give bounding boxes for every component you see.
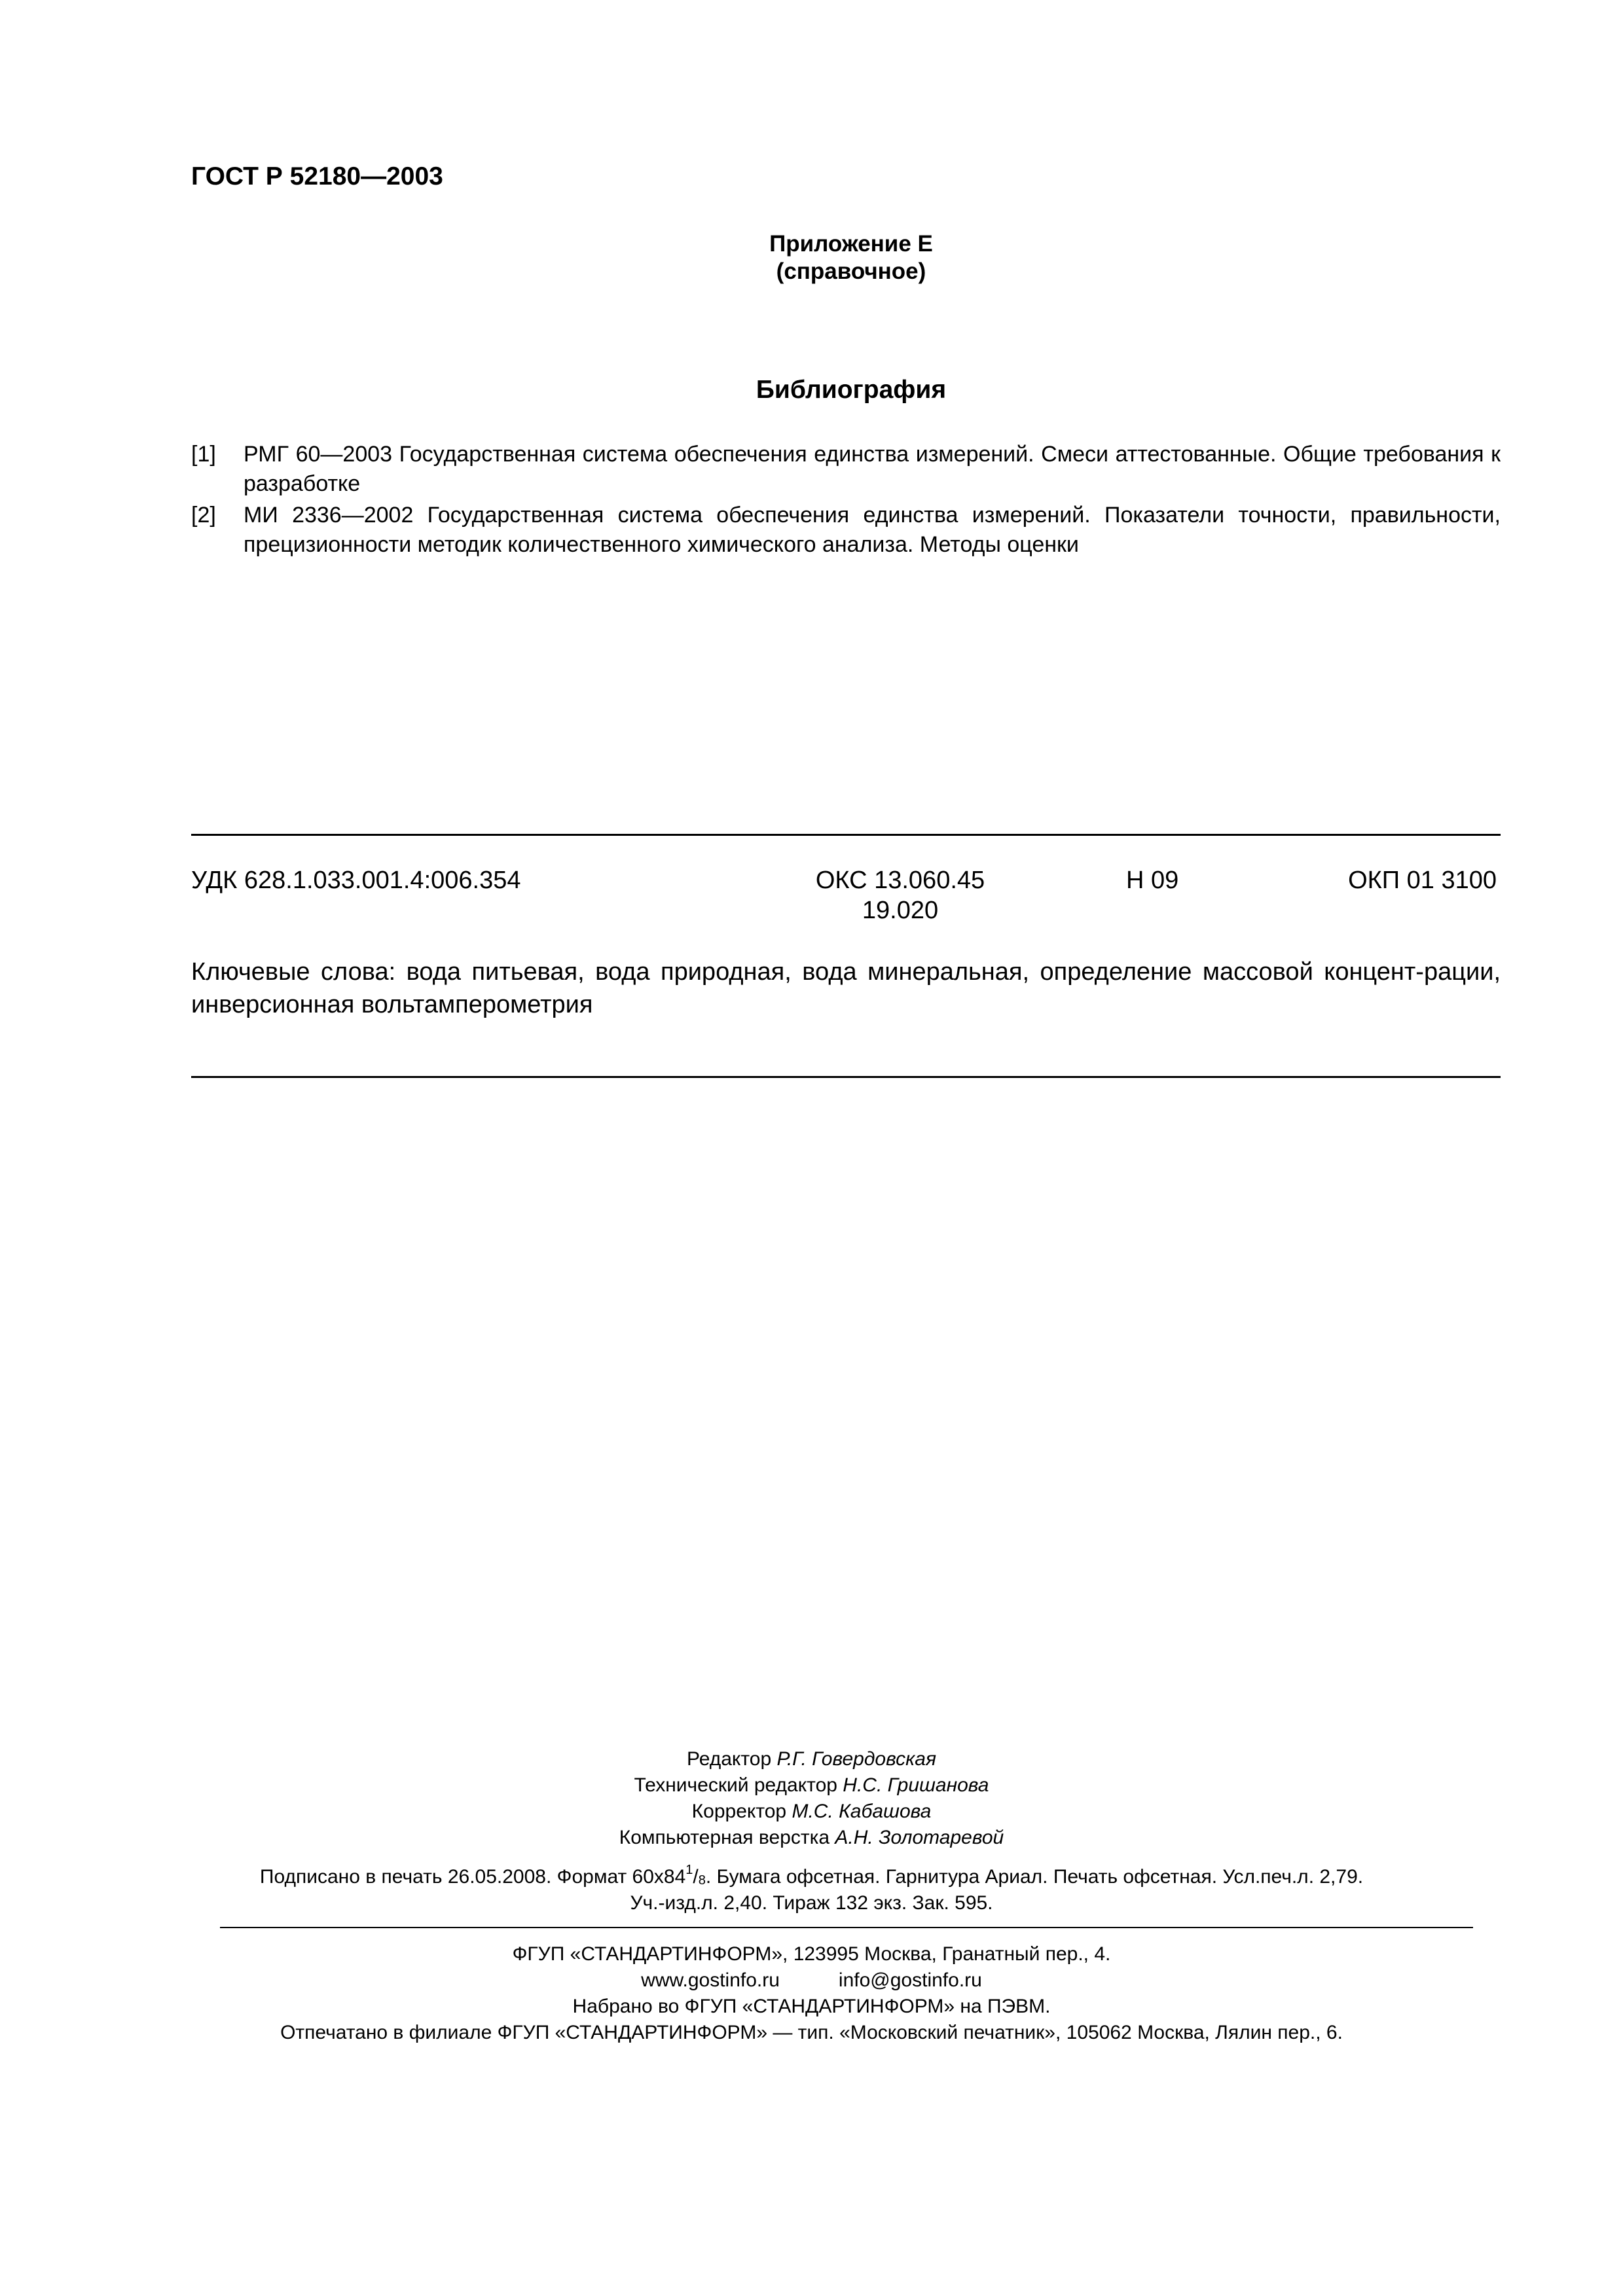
tech-editor-name: Н.С. Гришанова [843,1774,989,1796]
print-details-line2: Уч.-изд.л. 2,40. Тираж 132 экз. Зак. 595. [630,1892,993,1914]
bibliography-item-text: РМГ 60—2003 Государственная система обеспечения единства измерений. Смеси аттестованные. Общие требования к разработке [244,442,1501,496]
editor-name: Р.Г. Говердовская [776,1748,936,1770]
typeset-line: Набрано во ФГУП «СТАНДАРТИНФОРМ» на ПЭВМ. [572,1996,1051,2017]
divider-bottom [191,1076,1501,1078]
divider-top [191,834,1501,836]
corrector-line [0,1799,1623,1825]
oks-code-line2: 19.020 [862,897,939,924]
keywords: Ключевые слова: вода питьевая, вода природная, вода минеральная, определение массовой концент-рации, инверсионная вольтамперометрия [191,958,1501,1018]
publisher-info [0,1941,1623,2046]
publisher-contacts [0,1967,1623,1994]
udk-code: УДК 628.1.033.001.4:006.354 [191,867,521,894]
oks-code-line1: ОКС 13.060.45 [815,867,985,894]
print-details-line1: Подписано в печать 26.05.2008. Формат $60х84^1/_8$. Бумага офсетная. Гарнитура Ариал. Печать офсетная. Усл.печ.л. 2,79. [259,1863,1364,1888]
imprint-divider [220,1927,1473,1928]
n-code: Н 09 [1126,867,1179,894]
format-numerator: 1 [685,1863,693,1877]
website-link[interactable]: www.gostinfo.ru [641,1969,780,1991]
editor-label: Редактор [687,1748,772,1770]
bibliography-item [191,440,1501,499]
layout-label: Компьютерная верстка [619,1827,830,1848]
document-code: ГОСТ Р 52180—2003 [191,162,443,190]
bibliography-item-number: [1] [191,442,216,467]
layout-name: А.Н. Золотаревой [835,1827,1004,1848]
bibliography-item-text: МИ 2336—2002 Государственная система обеспечения единства измерений. Показатели точности, правильности, прецизионности методик количественного химического анализа. Методы оценки [244,503,1501,557]
tech-editor-line [0,1772,1623,1799]
corrector-label: Корректор [691,1801,787,1822]
printed-line: Отпечатано в филиале ФГУП «СТАНДАРТИНФОРМ» — тип. «Московский печатник», 105062 Москва, Лялин пер., 6. [280,2022,1343,2043]
format-denominator: 8 [698,1873,706,1888]
print-details [0,1864,1623,1916]
publisher-address: ФГУП «СТАНДАРТИНФОРМ», 123995 Москва, Гранатный пер., 4. [512,1943,1111,1965]
bibliography-title: Библиография [756,376,947,404]
oks-code [753,865,1048,925]
bibliography-item [191,501,1501,560]
tech-editor-label: Технический редактор [634,1774,837,1796]
corrector-name: М.С. Кабашова [792,1801,932,1822]
appendix-title: Приложение Е [769,231,933,257]
okp-code: ОКП 01 3100 [1348,867,1497,894]
appendix-heading [0,230,1623,285]
layout-line [0,1825,1623,1851]
imprint-credits [0,1746,1623,1851]
bibliography-item-number: [2] [191,503,216,528]
editor-line [0,1746,1623,1772]
appendix-note: (справочное) [776,259,926,284]
email-link[interactable]: info@gostinfo.ru [838,1969,982,1991]
